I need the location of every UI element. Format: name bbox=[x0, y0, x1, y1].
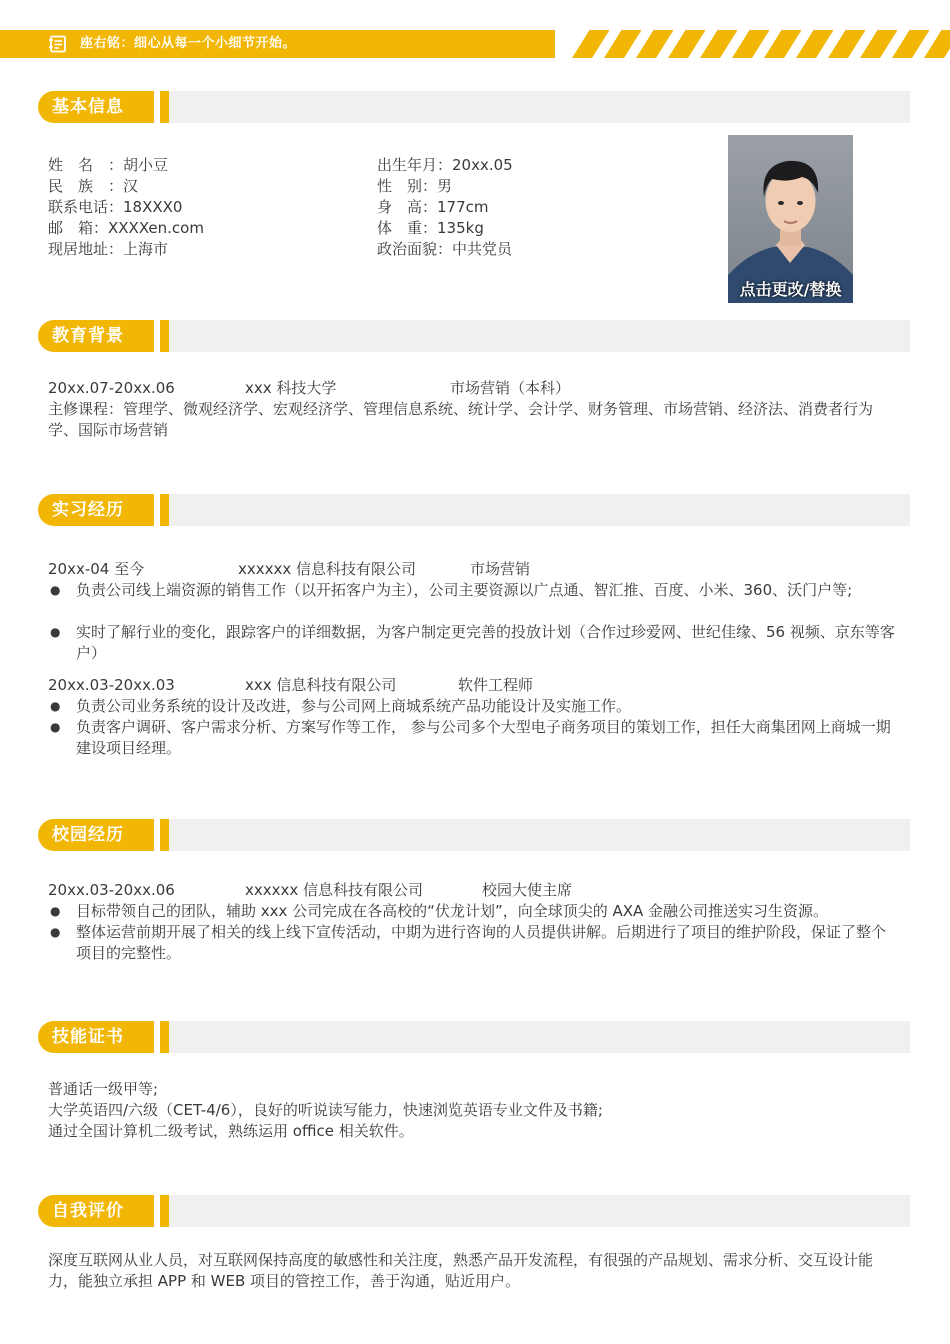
bullet-icon: ● bbox=[50, 699, 61, 713]
notebook-icon bbox=[48, 35, 68, 53]
education-courses: 主修课程：管理学、微观经济学、宏观经济学、管理信息系统、统计学、会计学、财务管理、市场营销、经济法、消费者行为学、国际市场营销 bbox=[48, 400, 874, 439]
banner-stripe bbox=[828, 30, 865, 58]
field-email: 邮 箱：XXXXen.com bbox=[48, 219, 204, 237]
bullet-icon: ● bbox=[50, 625, 61, 639]
education-period: 20xx.07-20xx.06 bbox=[48, 379, 175, 397]
field-politics: 政治面貌：中共党员 bbox=[377, 240, 513, 258]
banner-stripe bbox=[796, 30, 833, 58]
internship-company: xxxxxx 信息科技有限公司 bbox=[238, 560, 417, 578]
photo-caption: 点击更改/替换 bbox=[739, 280, 842, 299]
field-birth: 出生年月：20xx.05 bbox=[377, 156, 513, 174]
skill-item: 大学英语四/六级（CET-4/6），良好的听说读写能力，快速浏览英语专业文件及书籍; bbox=[48, 1101, 603, 1119]
self-evaluation: 深度互联网从业人员，对互联网保持高度的敏感性和关注度，熟悉产品开发流程，有很强的产品规划、需求分析、交互设计能力，能独立承担 APP 和 WEB 项目的管控工作，善于沟通，贴近用户。 bbox=[48, 1251, 874, 1290]
internship-company: xxx 信息科技有限公司 bbox=[245, 676, 397, 694]
section-header-internship bbox=[38, 494, 910, 526]
banner-stripe bbox=[668, 30, 705, 58]
banner-stripe bbox=[572, 30, 609, 58]
section-title: 实习经历 bbox=[52, 500, 124, 520]
banner-stripe bbox=[764, 30, 801, 58]
banner-stripe bbox=[732, 30, 769, 58]
section-title: 基本信息 bbox=[52, 97, 124, 117]
banner-stripe bbox=[892, 30, 929, 58]
list-item: ● 整体运营前期开展了相关的线上线下宣传活动，中期为进行咨询的人员提供讲解。后期进行了项目的维护阶段，保证了整个项目的完整性。 bbox=[50, 923, 887, 962]
motto-text: 座右铭：细心从每一个小细节开始。 bbox=[80, 36, 297, 51]
campus-period: 20xx.03-20xx.06 bbox=[48, 881, 175, 899]
field-ethnicity: 民 族 ：汉 bbox=[48, 177, 139, 195]
internship-role: 软件工程师 bbox=[458, 676, 534, 694]
field-phone: 联系电话：18XXX0 bbox=[48, 198, 183, 216]
banner-stripe bbox=[700, 30, 737, 58]
section-title: 教育背景 bbox=[52, 326, 124, 346]
top-banner bbox=[0, 30, 950, 58]
campus-role: 校园大使主席 bbox=[482, 881, 573, 899]
field-gender: 性 别：男 bbox=[377, 177, 453, 195]
internship-role: 市场营销 bbox=[470, 560, 531, 578]
skill-item: 通过全国计算机二级考试，熟练运用 office 相关软件。 bbox=[48, 1122, 414, 1140]
section-header-campus bbox=[38, 819, 910, 851]
section-title: 技能证书 bbox=[52, 1027, 124, 1047]
internship-period: 20xx.03-20xx.03 bbox=[48, 676, 175, 694]
bullet-icon: ● bbox=[50, 925, 61, 939]
list-item: ● 负责客户调研、客户需求分析、方案写作等工作， 参与公司多个大型电子商务项目的策划工作，担任大商集团网上商城一期建设项目经理。 bbox=[50, 718, 891, 757]
list-item: ● 负责公司业务系统的设计及改进，参与公司网上商城系统产品功能设计及实施工作。 bbox=[50, 697, 632, 715]
portrait-image bbox=[728, 135, 853, 303]
section-title: 校园经历 bbox=[52, 825, 124, 845]
list-item: ● 目标带领自己的团队，辅助 xxx 公司完成在各高校的“伏龙计划”，向全球顶尖的 AXA 金融公司推送实习生资源。 bbox=[50, 902, 829, 920]
list-item: ● 实时了解行业的变化，跟踪客户的详细数据，为客户制定更完善的投放计划（合作过珍爱网、世纪佳缘、56 视频、京东等客户） bbox=[50, 623, 895, 662]
internship-period: 20xx-04 至今 bbox=[48, 560, 145, 578]
field-name: 姓 名 ：胡小豆 bbox=[48, 156, 169, 174]
field-height: 身 高：177cm bbox=[377, 198, 489, 216]
list-item: ● 负责公司线上端资源的销售工作（以开拓客户为主），公司主要资源以广点通、智汇推、百度、小米、360、沃门户等; bbox=[50, 581, 853, 599]
section-header-skills bbox=[38, 1021, 910, 1053]
banner-stripe bbox=[636, 30, 673, 58]
banner-stripe bbox=[604, 30, 641, 58]
section-header-self bbox=[38, 1195, 910, 1227]
banner-stripe bbox=[860, 30, 897, 58]
section-header-basic bbox=[38, 91, 910, 123]
education-major: 市场营销（本科） bbox=[450, 379, 571, 397]
profile-photo[interactable] bbox=[728, 135, 853, 303]
campus-company: xxxxxx 信息科技有限公司 bbox=[245, 881, 424, 899]
education-school: xxx 科技大学 bbox=[245, 379, 337, 397]
banner-stripe bbox=[924, 30, 950, 58]
field-address: 现居地址：上海市 bbox=[48, 240, 169, 258]
bullet-icon: ● bbox=[50, 904, 61, 918]
section-title: 自我评价 bbox=[52, 1201, 124, 1221]
skill-item: 普通话一级甲等; bbox=[48, 1080, 159, 1098]
field-weight: 体 重：135kg bbox=[377, 219, 484, 237]
bullet-icon: ● bbox=[50, 583, 61, 597]
bullet-icon: ● bbox=[50, 720, 61, 734]
section-header-education bbox=[38, 320, 910, 352]
